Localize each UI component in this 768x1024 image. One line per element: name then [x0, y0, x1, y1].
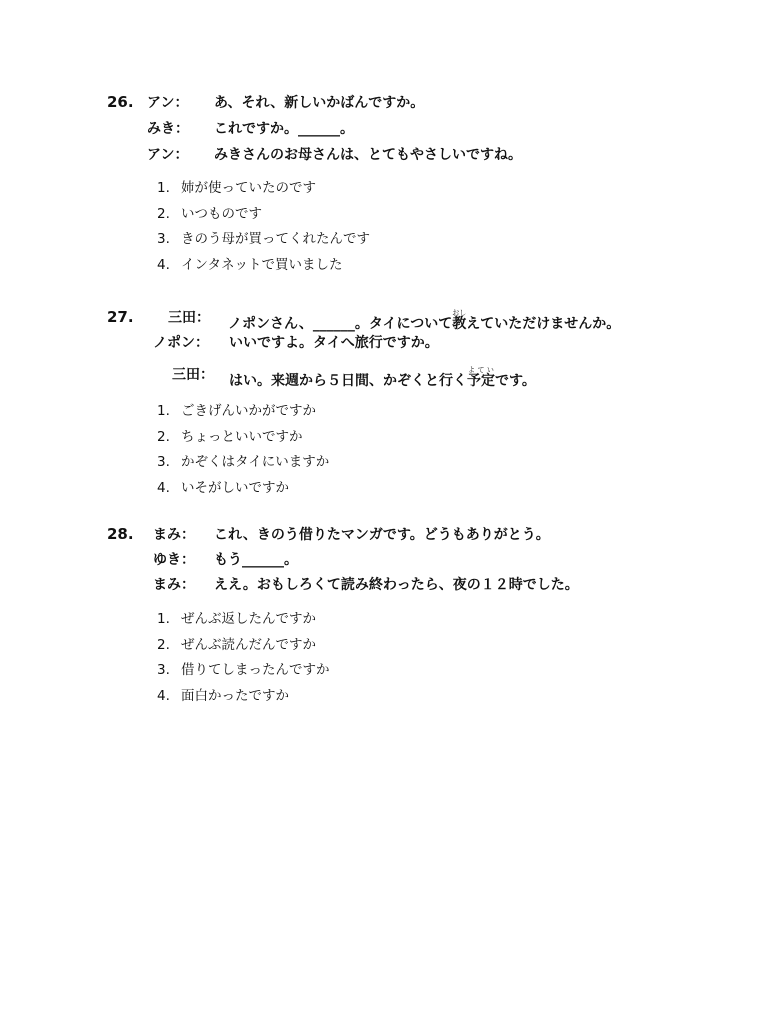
- option-text: いつものです: [181, 206, 262, 222]
- option-text: いそがしいですか: [181, 480, 289, 496]
- ruby-base: 予定: [467, 373, 495, 389]
- furigana-word: [467, 366, 495, 389]
- speaker-name: アン：: [147, 147, 189, 163]
- utterance-text: です。: [495, 373, 536, 389]
- option-text: 面白かったですか: [181, 688, 289, 704]
- option-number: 2.: [157, 206, 170, 222]
- option-text: ぜんぶ読んだんですか: [181, 637, 316, 653]
- answer-option[interactable]: [157, 636, 316, 654]
- answer-option[interactable]: [157, 453, 329, 471]
- utterance: もう______。: [214, 552, 298, 568]
- utterance: いいですよ。タイへ旅行ですか。: [229, 335, 439, 351]
- answer-option[interactable]: [157, 179, 316, 197]
- option-text: ぜんぶ返したんですか: [181, 611, 316, 627]
- utterance: みきさんのお母さんは、とてもやさしいですね。: [214, 147, 522, 163]
- answer-option[interactable]: [157, 687, 289, 705]
- answer-option[interactable]: [157, 661, 330, 679]
- furigana-reading: よてい: [467, 366, 495, 374]
- option-text: 姉が使っていたのです: [181, 180, 316, 196]
- option-number: 1.: [157, 180, 170, 196]
- option-number: 4.: [157, 257, 170, 273]
- speaker-name: 三田：: [172, 367, 214, 383]
- option-number: 2.: [157, 429, 170, 445]
- question-number: 26.: [107, 93, 134, 111]
- speaker-name: まみ：: [153, 527, 195, 543]
- furigana-word: [452, 309, 467, 332]
- utterance: ええ。おもしろくて読み終わったら、夜の１２時でした。: [214, 577, 579, 593]
- option-number: 3.: [157, 231, 170, 247]
- option-number: 4.: [157, 480, 170, 496]
- option-number: 1.: [157, 403, 170, 419]
- option-number: 1.: [157, 611, 170, 627]
- speaker-name: アン：: [147, 95, 189, 111]
- answer-option[interactable]: [157, 230, 370, 248]
- utterance: これですか。______。: [214, 121, 354, 137]
- option-text: かぞくはタイにいますか: [181, 454, 330, 470]
- option-text: インタネットで買いました: [181, 257, 343, 273]
- question-number: 28.: [107, 525, 134, 543]
- speaker-name: みき：: [147, 121, 189, 137]
- answer-option[interactable]: [157, 479, 289, 497]
- utterance: [228, 309, 620, 333]
- utterance: これ、きのう借りたマンガです。どうもありがとう。: [214, 527, 550, 543]
- option-text: きのう母が買ってくれたんです: [181, 231, 370, 247]
- answer-option[interactable]: [157, 610, 316, 628]
- speaker-name: ノポン：: [153, 335, 209, 351]
- answer-option[interactable]: [157, 428, 303, 446]
- option-number: 4.: [157, 688, 170, 704]
- option-number: 3.: [157, 454, 170, 470]
- option-number: 3.: [157, 662, 170, 678]
- utterance-text: えていただけませんか。: [466, 316, 621, 332]
- answer-option[interactable]: [157, 256, 342, 274]
- answer-option[interactable]: [157, 205, 262, 223]
- answer-option[interactable]: [157, 402, 316, 420]
- utterance: [229, 366, 536, 390]
- option-text: ちょっといいですか: [181, 429, 303, 445]
- utterance: あ、それ、新しいかばんですか。: [214, 95, 425, 111]
- speaker-name: まみ：: [153, 577, 195, 593]
- speaker-name: ゆき：: [153, 552, 195, 568]
- option-text: 借りてしまったんですか: [181, 662, 330, 678]
- utterance-text: はい。来週から５日間、かぞくと行く: [229, 373, 467, 389]
- speaker-name: 三田：: [168, 310, 210, 326]
- option-text: ごきげんいかがですか: [181, 403, 316, 419]
- furigana-reading: おし: [452, 309, 467, 317]
- question-number: 27.: [107, 308, 134, 326]
- utterance-text: ノポンさん、______。タイについて: [228, 316, 453, 332]
- option-number: 2.: [157, 637, 170, 653]
- ruby-base: 教: [452, 316, 467, 332]
